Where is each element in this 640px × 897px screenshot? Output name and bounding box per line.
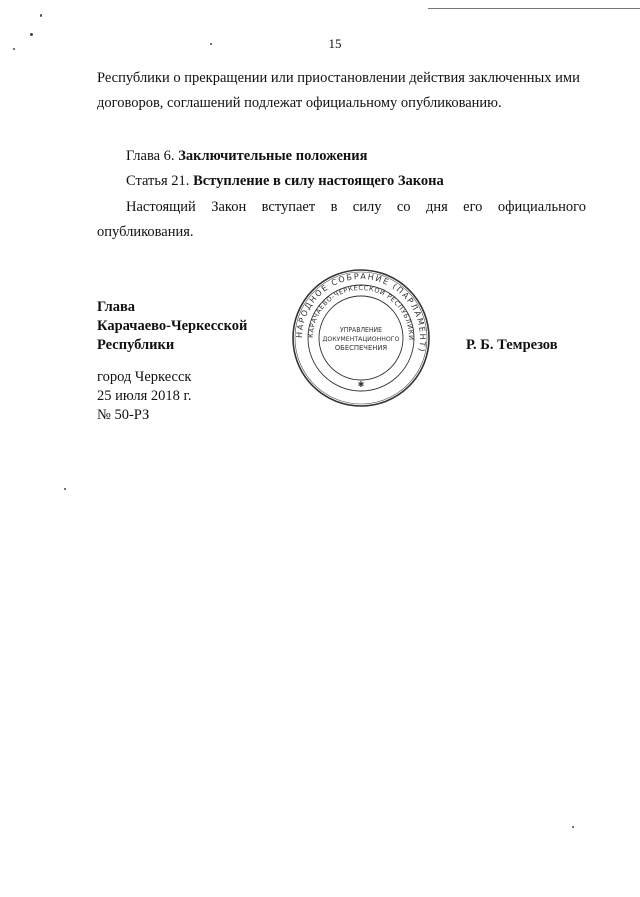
star-icon: ✱ (357, 380, 365, 389)
chapter-prefix: Глава 6. (126, 148, 179, 164)
footer-number: № 50-РЗ (97, 407, 150, 423)
stamp-outer-text: НАРОДНОЕ СОБРАНИЕ (ПАРЛАМЕНТ) (294, 271, 428, 354)
footer-city: город Черкесск (97, 369, 192, 385)
stamp-center-line-2: ДОКУМЕНТАЦИОННОГО (322, 336, 400, 343)
chapter-title: Заключительные положения (178, 148, 368, 164)
scan-speck (64, 488, 66, 490)
stamp-inner-text: КАРАЧАЕВО-ЧЕРКЕССКОЙ РЕСПУБЛИКИ (306, 283, 416, 341)
article-prefix: Статья 21. (126, 173, 194, 189)
signatory-name: Р. Б. Темрезов (466, 337, 558, 353)
signatory-position (97, 298, 247, 355)
article-title: Вступление в силу настоящего Закона (193, 173, 444, 189)
official-stamp (290, 267, 432, 409)
scan-top-rule (428, 8, 640, 9)
document-footer (97, 368, 191, 425)
signatory-position-line-2: Карачаево-Черкесской (97, 318, 248, 334)
signatory-position-line-1: Глава (97, 299, 136, 315)
stamp-center-line-3: ОБЕСПЕЧЕНИЯ (334, 344, 388, 352)
intro-line-2: договоров, соглашений подлежат официальному опубликованию. (97, 95, 502, 111)
intro-line-1: Республики о прекращении или приостановлении действия заключенных ими (97, 70, 580, 86)
article-heading (126, 171, 444, 191)
signatory-position-line-3: Республики (97, 337, 175, 353)
article-text-line-2: опубликования. (97, 224, 194, 240)
page-number: 15 (328, 36, 342, 51)
stamp-center-line-1: УПРАВЛЕНИЕ (340, 326, 382, 334)
article-text-line-1: Настоящий Закон вступает в силу со дня его официального (126, 199, 586, 215)
scan-speck (40, 14, 42, 17)
scan-speck (572, 826, 574, 828)
footer-date: 25 июля 2018 г. (97, 388, 192, 404)
chapter-heading (126, 146, 368, 166)
